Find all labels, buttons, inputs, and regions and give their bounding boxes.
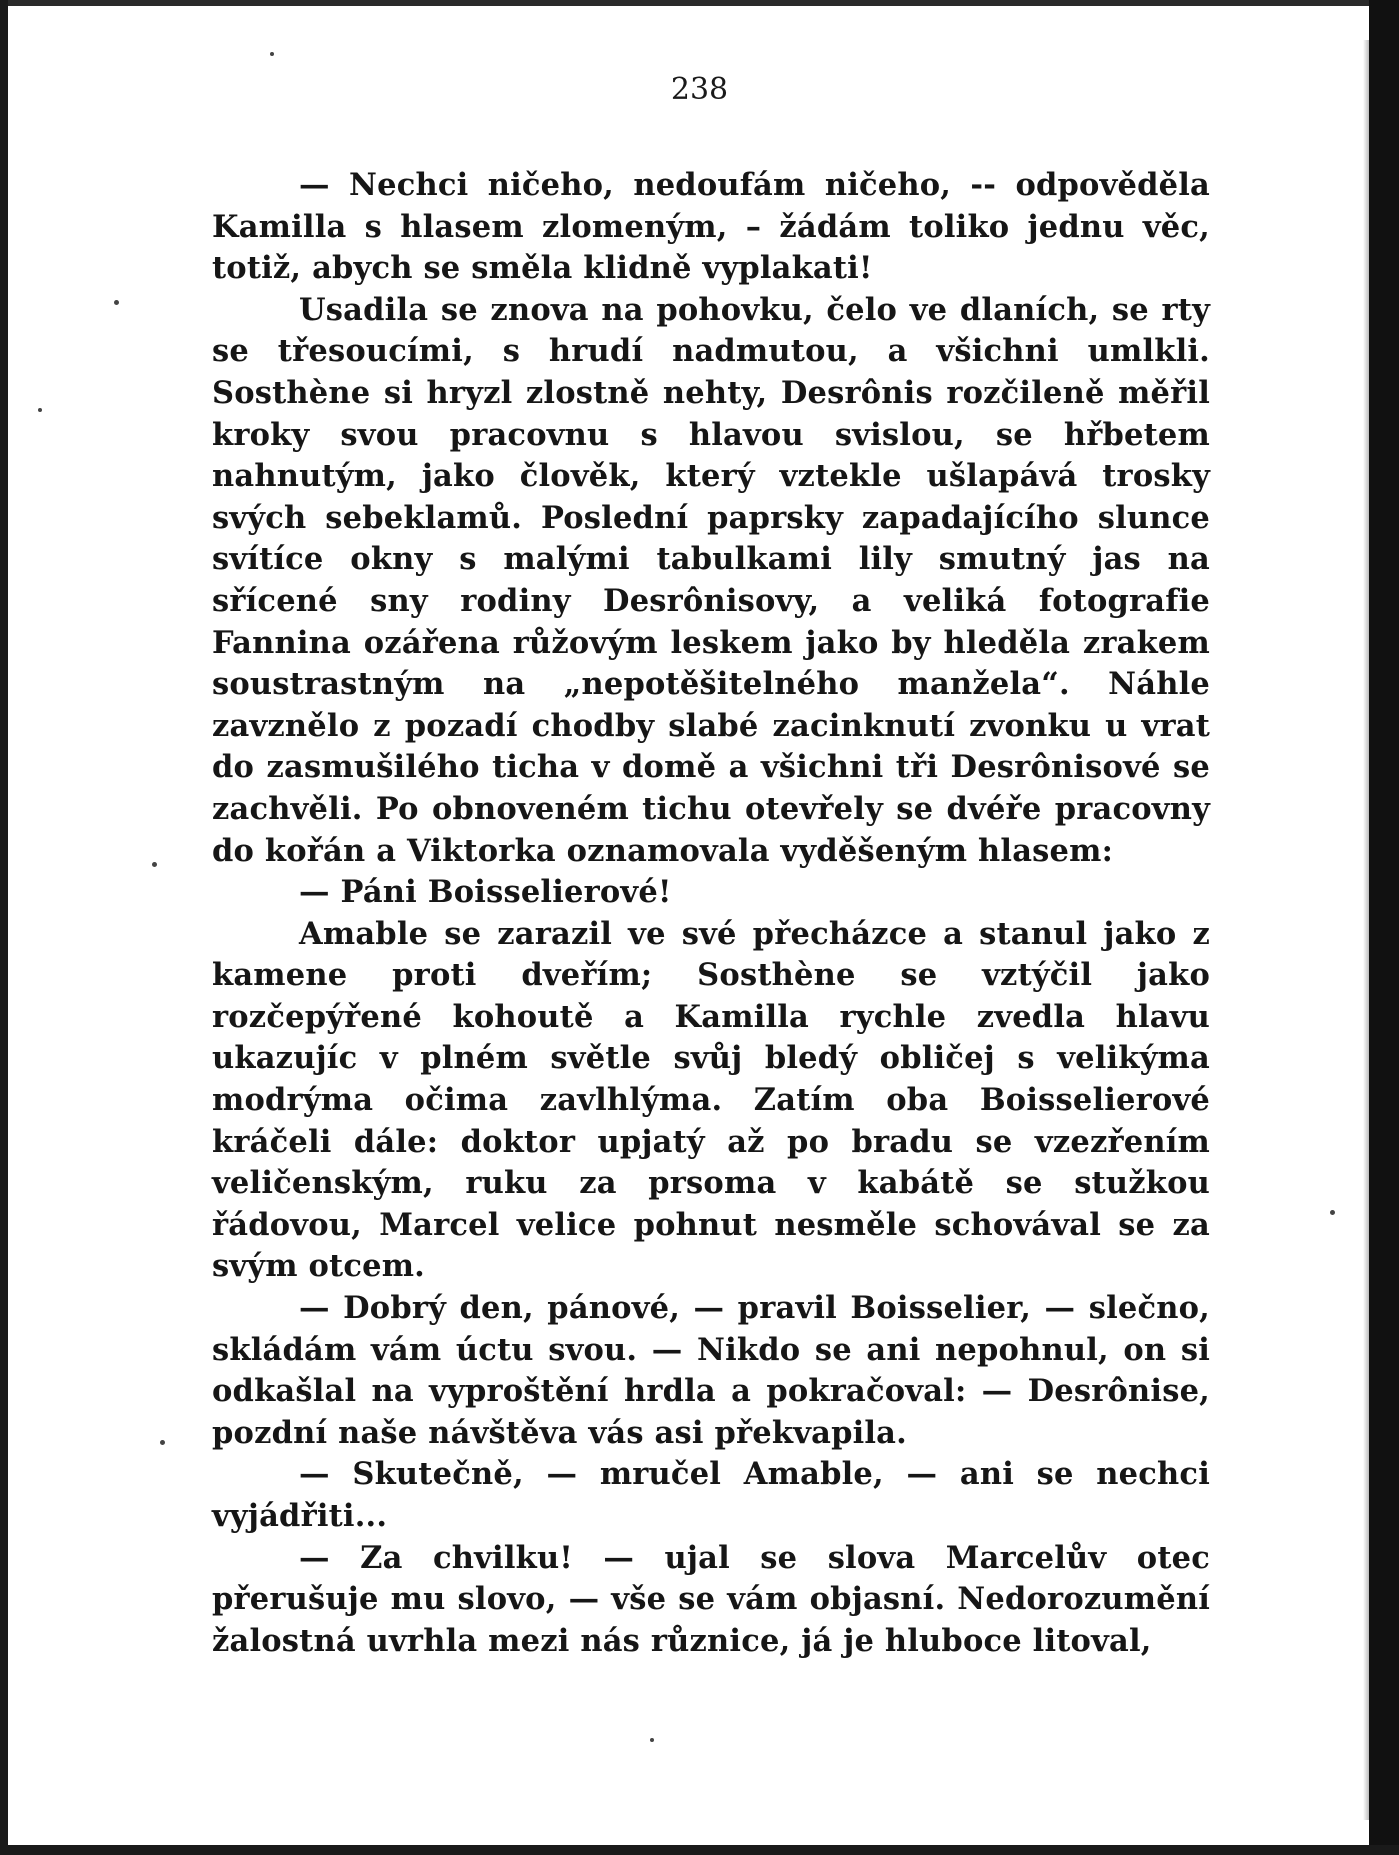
scan-speck [38,408,42,412]
paragraph: — Skutečně, — mručel Amable, — ani se nechci vyjádřiti... [212,1456,1210,1534]
scan-speck [160,1440,165,1445]
paragraph: — Nechci ničeho, nedoufám ničeho, -- odpověděla Kamilla s hlasem zlomeným, – žádám toliko jednu věc, totiž, abych se směla klidně vyplakati! [212,167,1210,287]
scan-speck [114,300,119,305]
scan-speck [152,862,157,867]
paragraph: — Dobrý den, pánové, — pravil Boisselier, — slečno, skládám vám úctu svou. — Nikdo se ani nepohnul, on si odkašlal na vyproštění hrdla a pokračoval: — Desrônise, pozdní naše návštěva vás asi překvapila. [212,1290,1210,1451]
scan-speck [1330,1210,1335,1215]
scan-border-top [0,0,1399,6]
paragraph: — Páni Boisselierové! [299,874,672,911]
scan-speck [650,1738,654,1742]
scan-border-left [0,0,8,1855]
paragraph: Usadila se znova na pohovku, čelo ve dlaních, se rty se třesoucími, s hrudí nadmutou, a všichni umlkli. Sosthène si hryzl zlostně nehty, Desrônis rozčileně měřil kroky svou pracovnu s hlavou svislou, se hřbetem nahnutým, jako člověk, který vztekle ušlapává trosky svých sebeklamů. Poslední paprsky zapadajícího slunce svítíce okny s malými tabulkami lily smutný jas na sřícené sny rodiny Desrônisovy, a veliká fotografie Fannina ozářena růžovým leskem jako by hleděla zrakem soustrastným na „nepotěšitelného manžela“. Náhle zavznělo z pozadí chodby slabé zacinknutí zvonku u vrat do zasmušilého ticha v domě a všichni tři Desrônisové se zachvěli. Po obnoveném tichu otevřely se dvéře pracovny do kořán a Viktorka oznamovala vyděšeným hlasem: [212,291,1210,869]
scan-speck [270,52,274,56]
scan-border-right [1369,0,1399,1855]
body-text [212,165,1210,1662]
page-number: 238 [670,72,729,107]
paragraph: — Za chvilku! — ujal se slova Marcelův otec přerušuje mu slovo, — vše se vám objasní. Nedorozumění žalostná uvrhla mezi nás různice, já je hluboce litoval, [212,1539,1210,1659]
paragraph: Amable se zarazil ve své přecházce a stanul jako z kamene proti dveřím; Sosthène se vztýčil jako rozčepýřené kohoutě a Kamilla rychle zvedla hlavu ukazujíc v plném světle svůj bledý obličej s velikýma modrýma očima zavlhlýma. Zatím oba Boisselierové kráčeli dále: doktor upjatý až po bradu se vzezřením veličenským, ruku za prsoma v kabátě se stužkou řádovou, Marcel velice pohnut nesměle schovával se za svým otcem. [212,915,1210,1285]
binding-shadow [1363,40,1369,1820]
scan-border-bottom [0,1845,1399,1855]
